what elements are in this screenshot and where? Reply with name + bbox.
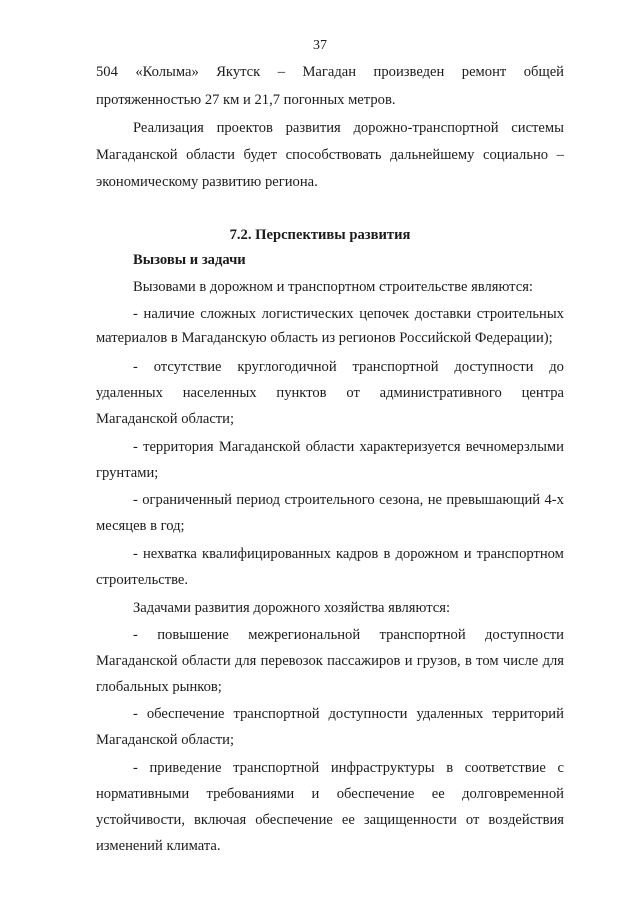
word: ремонт [461,64,507,80]
word: наличие [143,306,195,322]
word: нормативными [96,786,190,802]
word: доступности [454,359,534,375]
word: долговременной [462,786,564,802]
word: и [404,653,413,669]
word: Магаданской [96,147,178,163]
word: период [236,492,281,508]
challenge-1-line-2: материалов в Магаданскую область из регионов Российской Федерации); [96,330,553,346]
word: воздействия [488,812,564,828]
word: в [446,760,454,776]
word: транспортной [233,706,320,722]
task-1-line-3: глобальных рынков; [96,679,222,695]
task-2-line-1 [133,705,564,723]
word: системы [511,120,564,136]
word: от [346,385,360,401]
word: - [133,439,138,455]
word: круглогодичной [237,359,337,375]
challenge-2-line-1 [133,358,564,376]
word: квалифицированных [202,546,331,562]
challenge-5-line-2: строительстве. [96,572,189,588]
word: характеризуется [359,439,461,455]
word: повышение [157,627,229,643]
word: пассажиров [327,653,401,669]
word: соответствие [464,760,546,776]
word: обеспечение [336,786,415,802]
word: обеспечение [146,706,225,722]
word: доступности [328,706,408,722]
word: социально [483,147,549,163]
word: - [133,306,138,322]
word: цепочек [359,306,410,322]
word: требованиями [206,786,295,802]
word: сезона, [379,492,424,508]
word: общей [523,64,564,80]
word: транспортной [233,760,320,776]
word: – [277,64,285,80]
word: Магаданской [218,439,301,455]
word: межрегиональной [248,627,361,643]
word: от [465,812,480,828]
word: Магадан [302,64,357,80]
intro-line-3 [133,119,564,137]
word: транспортной [352,359,439,375]
word: превышающий [446,492,541,508]
task-1-line-1 [133,626,564,644]
challenge-4-line-1 [133,491,564,509]
intro-line-1 [96,63,564,81]
challenge-3-line-1 [133,438,564,456]
word: проектов [216,120,273,136]
word: - [133,706,138,722]
word: вечномерзлыми [465,439,564,455]
word: - [133,359,138,375]
word: населенных [182,385,257,401]
word: территория [143,439,214,455]
challenge-5-line-1 [133,545,564,563]
word: территорий [492,706,564,722]
word: транспортном [476,546,564,562]
challenge-1-line-1 [133,305,564,323]
challenge-4-line-2: месяцев в год; [96,518,185,534]
word: приведение [149,760,222,776]
word: до [549,359,564,375]
word: ее [431,786,445,802]
word: области [305,439,355,455]
word: логистических [261,306,354,322]
word: нехватка [143,546,197,562]
intro-line-2: протяженностью 27 км и 21,7 погонных метров. [96,92,396,108]
word: пунктов [276,385,327,401]
task-3-line-3 [96,811,564,829]
word: удаленных [416,706,484,722]
word: для [542,653,564,669]
word: кадров [336,546,379,562]
tasks-lead: Задачами развития дорожного хозяйства являются: [133,600,451,616]
word: Магаданской [96,653,178,669]
word: транспортной [379,627,466,643]
word: Якутск [216,64,261,80]
word: защищенности [363,812,457,828]
word: сложных [200,306,256,322]
challenge-2-line-2 [96,384,564,402]
word: Реализация [133,120,204,136]
word: и [311,786,320,802]
challenge-3-line-2: грунтами; [96,465,159,481]
word: строительного [284,492,375,508]
word: включая [194,812,247,828]
word: в [464,653,472,669]
word: отсутствие [153,359,222,375]
word: в [383,546,391,562]
word: ограниченный [142,492,232,508]
word: перевозок [260,653,323,669]
task-3-line-1 [133,759,564,777]
word: с [557,760,564,776]
word: будет [243,147,278,163]
word: развития [285,120,341,136]
word: не [427,492,442,508]
word: 504 [96,64,118,80]
intro-line-4 [96,146,564,164]
word: строительных [476,306,564,322]
word: удаленных [96,385,163,401]
word: дорожно-транспортной [353,120,499,136]
word: – [556,147,564,163]
word: дорожном [395,546,459,562]
intro-line-5: экономическому развитию региона. [96,174,318,190]
task-3-line-2 [96,785,564,803]
word: - [133,760,138,776]
word: грузов, [416,653,461,669]
word: дальнейшему [390,147,475,163]
word: способствовать [285,147,382,163]
word: устойчивости, [96,812,185,828]
challenges-lead: Вызовами в дорожном и транспортном строительстве являются: [133,279,533,295]
word: - [133,492,138,508]
word: том [476,653,499,669]
word: ее [341,812,355,828]
word: области [186,147,235,163]
section-title: 7.2. Перспективы развития [229,227,411,243]
word: доступности [485,627,564,643]
word: - [133,546,138,562]
word: произведен [373,64,445,80]
subheading: Вызовы и задачи [133,252,246,268]
word: доставки [414,306,472,322]
word: центра [521,385,564,401]
word: и [463,546,472,562]
word: области [181,653,231,669]
task-1-line-2 [96,652,564,670]
word: инфраструктуры [330,760,435,776]
challenge-2-line-3: Магаданской области; [96,411,235,427]
word: «Колыма» [135,64,199,80]
task-3-line-4: изменений климата. [96,838,221,854]
page-number: 37 [313,38,327,53]
word: числе [502,653,539,669]
word: административного [379,385,502,401]
word: обеспечение [255,812,333,828]
word: - [133,627,138,643]
word: для [234,653,257,669]
word: 4-х [544,492,564,508]
task-2-line-2: Магаданской области; [96,732,235,748]
